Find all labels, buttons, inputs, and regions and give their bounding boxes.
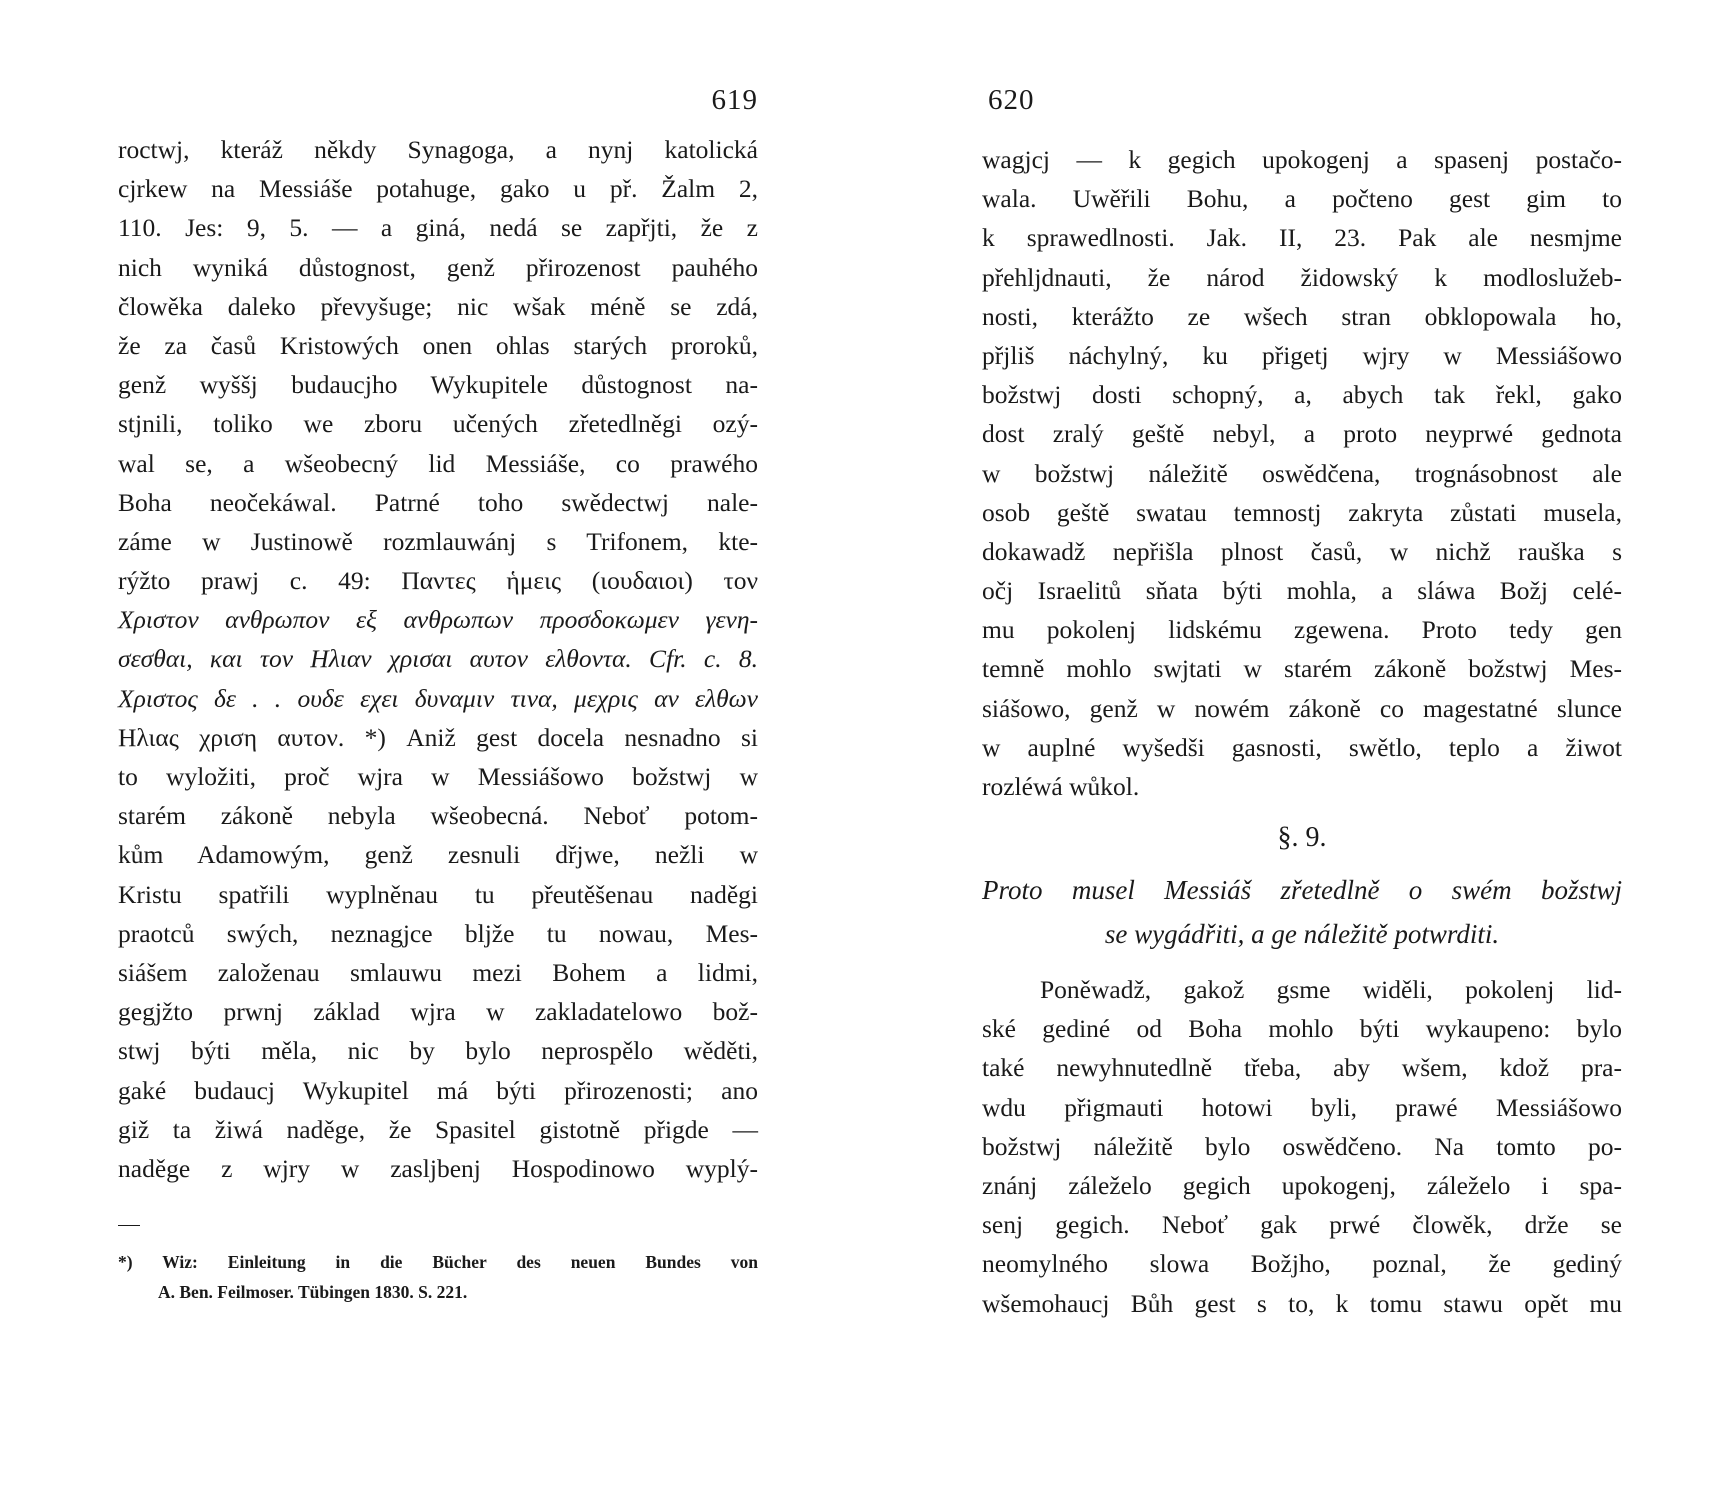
text-line: gaké budaucj Wykupitel má býti přirozenosti; ano [118, 1075, 758, 1105]
text-line: očj Israelitů sňata býti mohla, a sláwa Božj celé- [982, 576, 1622, 606]
text-line: siášem založenau smlauwu mezi Bohem a lidmi, [118, 957, 758, 987]
text-line: naděge z wjry w zaslјbenj Hospodinowo wyplý- [118, 1153, 758, 1183]
page-number-right: 620 [988, 84, 1035, 116]
text-line: božstwj náležitě bylo oswědčeno. Na tomto po- [982, 1131, 1622, 1161]
text-line: přehljdnauti, že národ židowský k modloslužeb- [982, 262, 1622, 292]
text-line: božstwj dosti schopný, a, abych tak řekl, gako [982, 380, 1622, 410]
text-line: Boha neočekáwal. Patrné toho swědectwj nale- [118, 487, 758, 517]
text-line: znánj záleželo gegich upokogenj, záleželo i spa- [982, 1170, 1622, 1200]
footnote-line: A. Ben. Feilmoser. Tübingen 1830. S. 221. [158, 1282, 468, 1302]
text-line: Poněwadž, gakož gsme widěli, pokolenj lid- [1040, 975, 1622, 1004]
right-body-text [982, 140, 1622, 806]
text-line: osob geště swatau temnostj zakryta zůstati musela, [982, 497, 1622, 527]
page-number-left: 619 [711, 84, 758, 116]
text-line: Kristu spatřili wyplněnau tu přeutěšenau naděgi [118, 879, 758, 909]
text-line: 110. Jes: 9, 5. — a giná, nedá se zapřjti, že z [118, 213, 758, 243]
text-line: člowěka daleko převyšuge; nic wšak méně se zdá, [118, 291, 758, 321]
text-line: wala. Uwěřili Bohu, a počteno gest gim to [982, 184, 1622, 214]
text-line: senj gegich. Neboť gak prwé člowěk, drže se [982, 1210, 1622, 1240]
section-title-line: Proto musel Messiáš zřetedlně o swém božstwj [982, 875, 1622, 905]
text-line: stwj býti měla, nic by bylo neprospělo wěděti, [118, 1036, 758, 1066]
text-line: nosti, kterážto ze wšech stran obklopowala ho, [982, 301, 1622, 331]
text-line: giž ta žiwá naděge, že Spasitel gistotně přigde — [118, 1114, 758, 1144]
footnote-line: *) Wiz: Einleitung in die Bücher des neuen Bundes von [118, 1252, 758, 1272]
text-line: to wyložiti, proč wjra w Messiášowo božstwj w [118, 762, 758, 791]
text-line: dokawadž nepřišla plnost časů, w nichž rauška s [982, 536, 1622, 566]
section-title-line: se wygádřiti, a ge náležitě potwrditi. [1104, 919, 1500, 949]
text-line: starém zákoně nebyla wšeobecná. Neboť potom- [118, 801, 758, 831]
text-line: přjliš náchylný, ku přigetj wjry w Messiášowo [982, 340, 1622, 370]
section-title [982, 868, 1622, 956]
greek-text-line: Χριστον ανθρωπον εξ ανθρωπων προσδοκωμεν γενη- [118, 605, 758, 635]
text-line: gegjžto prwnj základ wjra w zakladatelowo bož- [118, 997, 758, 1027]
footnote [118, 1247, 758, 1307]
text-line: k sprawedlnosti. Jak. II, 23. Pak ale nesmjme [982, 223, 1622, 253]
text-line: w auplné wyšedši gasnosti, swětlo, teplo a žiwot [982, 732, 1622, 762]
text-line: temně mohlo swjtati w starém zákoně božstwj Mes- [982, 654, 1622, 684]
text-line: dost zralý geště nebyl, a proto neyprwé gednota [982, 419, 1622, 449]
text-line: wšemohaucj Bůh gest s to, k tomu stawu opět mu [982, 1288, 1622, 1318]
text-line: w božstwj náležitě oswědčena, trognásobnost ale [982, 458, 1622, 488]
text-line: také newyhnutedlně třeba, aby wšem, kdož pra- [982, 1053, 1622, 1083]
text-line: stjnili, toliko we zboru učených zřetedlněgi ozý- [118, 409, 758, 439]
right-page [982, 0, 1622, 1500]
text-line: ské gediné od Boha mohlo býti wykaupeno: bylo [982, 1014, 1622, 1044]
left-page [118, 0, 758, 1500]
text-line: kům Adamowým, genž zesnuli dřjwe, nežli w [118, 840, 758, 870]
text-line: že za časů Kristowých onen ohlas starých proroků, [118, 330, 758, 360]
greek-text-line: σεσθαι, και τον Ηλιαν χρισαι αυτον ελθοντα. Cfr. c. 8. [118, 644, 758, 674]
text-line: záme w Justinowě rozmlauwánj s Trifonem, kte- [118, 526, 758, 556]
text-line: praotců swých, neznagjce bljže tu nowau, Mes- [118, 918, 758, 948]
text-line: wdu přigmauti hotowi byli, prawé Messiášowo [982, 1092, 1622, 1122]
text-line: nich wyniká důstognost, genž přirozenost pauhého [118, 252, 758, 282]
text-line: roctwj, kteráž někdy Synagoga, a nynj katolická [118, 135, 758, 164]
text-line: wal se, a wšeobecný lid Messiáše, co prawého [118, 448, 758, 478]
left-body-text [118, 130, 758, 1188]
section-body-text [982, 970, 1622, 1323]
section-number: §. 9. [1277, 822, 1327, 853]
greek-text-line: Χριστος δε . . ουδε εχει δυναμιν τινα, μεχρις αν ελθων [118, 683, 758, 713]
text-line: rýžto prawj c. 49: Παντες ἡμεις (ιουδαιοι) τον [118, 566, 758, 596]
text-line: Ηλιας χριση αυτον. *) Aniž gest docela nesnadno si [118, 722, 758, 752]
text-line: cjrkew na Messiáše potahuge, gako u př. Žalm 2, [118, 174, 758, 204]
text-line: rozléwá wůkol. [982, 772, 1140, 801]
text-line: genž wyššj budaucjho Wykupitele důstognost na- [118, 370, 758, 400]
text-line: siášowo, genž w nowém zákoně co magestatné slunce [982, 693, 1622, 723]
text-line: wagjcj — k gegich upokogenj a spasenj postačo- [982, 145, 1622, 174]
footnote-rule [118, 1225, 140, 1226]
text-line: neomylného slowa Božjho, poznal, že gediný [982, 1249, 1622, 1279]
text-line: mu pokolenj lidskému zgewena. Proto tedy gen [982, 615, 1622, 645]
